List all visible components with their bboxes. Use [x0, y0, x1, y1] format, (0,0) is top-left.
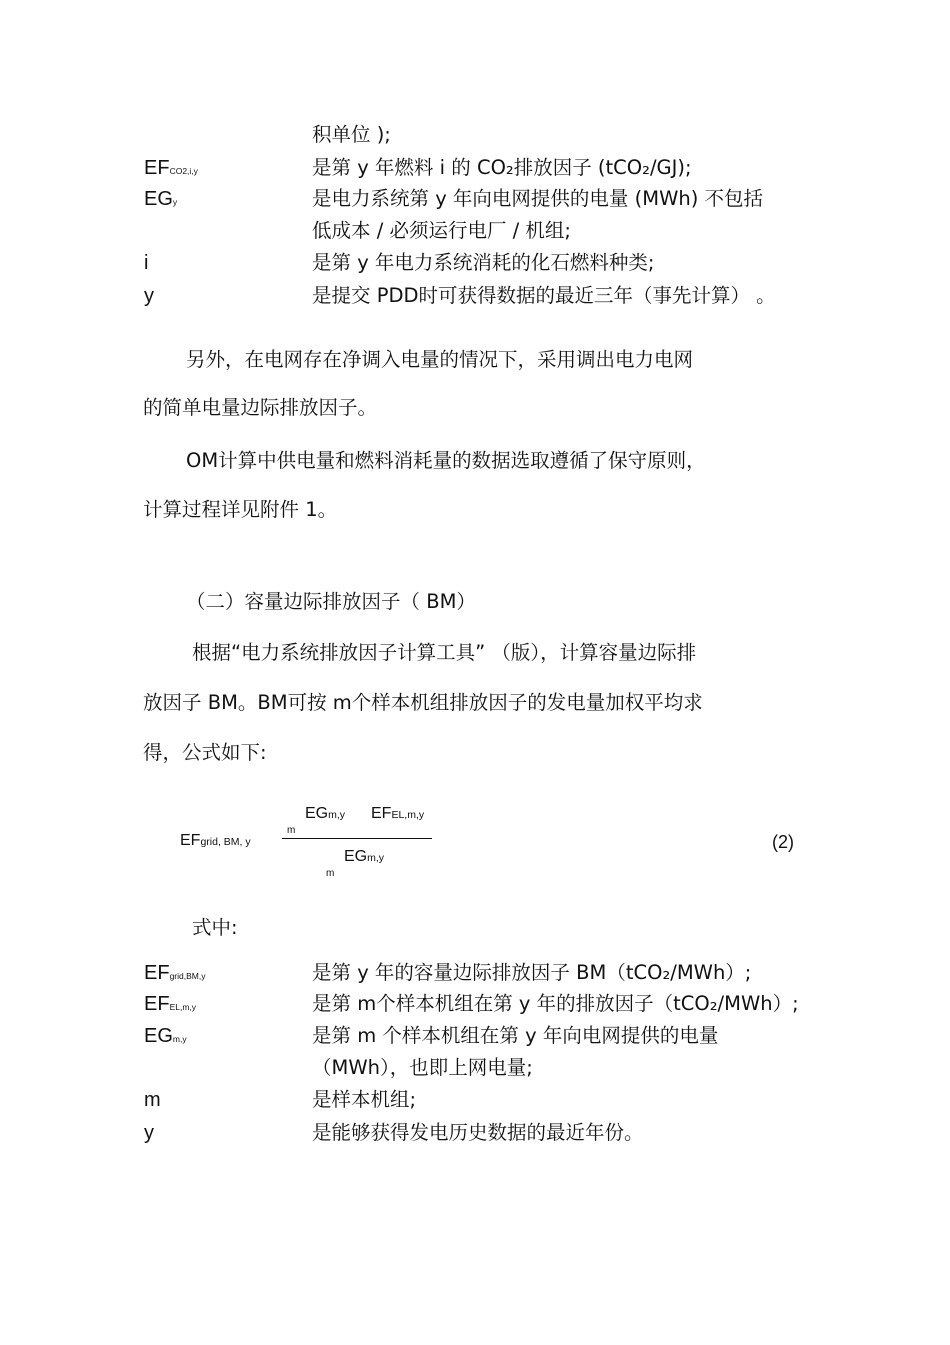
paragraph-line: 计算过程详见附件 1。 [143, 498, 338, 521]
definition-symbol: EFgrid,BM,y [144, 962, 206, 984]
paragraph-line: 的简单电量边际排放因子。 [143, 396, 378, 419]
definition-text: 是样本机组; [312, 1088, 417, 1111]
paragraph-line: 根据“电力系统排放因子计算工具” （版），计算容量边际排 [192, 641, 697, 664]
fraction-bar [282, 838, 432, 839]
definition-text: 低成本 / 必须运行电厂 / 机组; [312, 219, 572, 242]
definition-symbol: EGm,y [144, 1025, 187, 1047]
definition-symbol: EGy [144, 188, 178, 210]
definition-text: 是第 y 年燃料 i 的 CO₂排放因子 (tCO₂/GJ); [312, 156, 692, 179]
definition-text: 是第 m个样本机组在第 y 年的排放因子（tCO₂/MWh）; [312, 992, 799, 1015]
definition-text: 是第 y 年电力系统消耗的化石燃料种类; [312, 251, 655, 274]
definition-text: （MWh），也即上网电量; [312, 1056, 533, 1079]
definition-symbol: m [144, 1089, 161, 1111]
definition-symbol: i [144, 252, 149, 274]
definition-symbol: EFCO2,i,y [144, 157, 198, 179]
formula-lhs: EFgrid, BM, y [180, 832, 251, 849]
definition-text: 积单位 ); [312, 123, 391, 146]
definition-text: 是能够获得发电历史数据的最近年份。 [312, 1121, 644, 1144]
formula-sum-index: m [287, 825, 296, 836]
definition-symbol: EFEL,m,y [144, 993, 197, 1015]
paragraph-line: 另外，在电网存在净调入电量的情况下，采用调出电力电网 [186, 348, 694, 371]
definition-symbol: y [144, 285, 154, 307]
definition-symbol: y [144, 1122, 154, 1144]
paragraph-line: 得，公式如下: [143, 741, 267, 764]
where-label: 式中: [192, 916, 238, 939]
section-heading: （二）容量边际排放因子（ BM） [186, 590, 476, 613]
definition-text: 是第 y 年的容量边际排放因子 BM（tCO₂/MWh）; [312, 961, 752, 984]
formula-sum-index: m [326, 868, 335, 879]
formula-numerator-ef: EFEL,m,y [371, 805, 425, 822]
paragraph-line: 放因子 BM。BM可按 m个样本机组排放因子的发电量加权平均求 [143, 691, 703, 714]
definition-text: 是第 m 个样本机组在第 y 年向电网提供的电量 [312, 1024, 719, 1047]
paragraph-line: OM计算中供电量和燃料消耗量的数据选取遵循了保守原则， [186, 449, 706, 472]
equation-number: (2) [772, 832, 794, 852]
formula-denominator-eg: EGm,y [344, 848, 385, 865]
definition-text: 是提交 PDD时可获得数据的最近三年（事先计算） 。 [312, 284, 776, 307]
formula-numerator-eg: EGm,y [305, 805, 346, 822]
definition-text: 是电力系统第 y 年向电网提供的电量 (MWh) 不包括 [312, 187, 764, 210]
